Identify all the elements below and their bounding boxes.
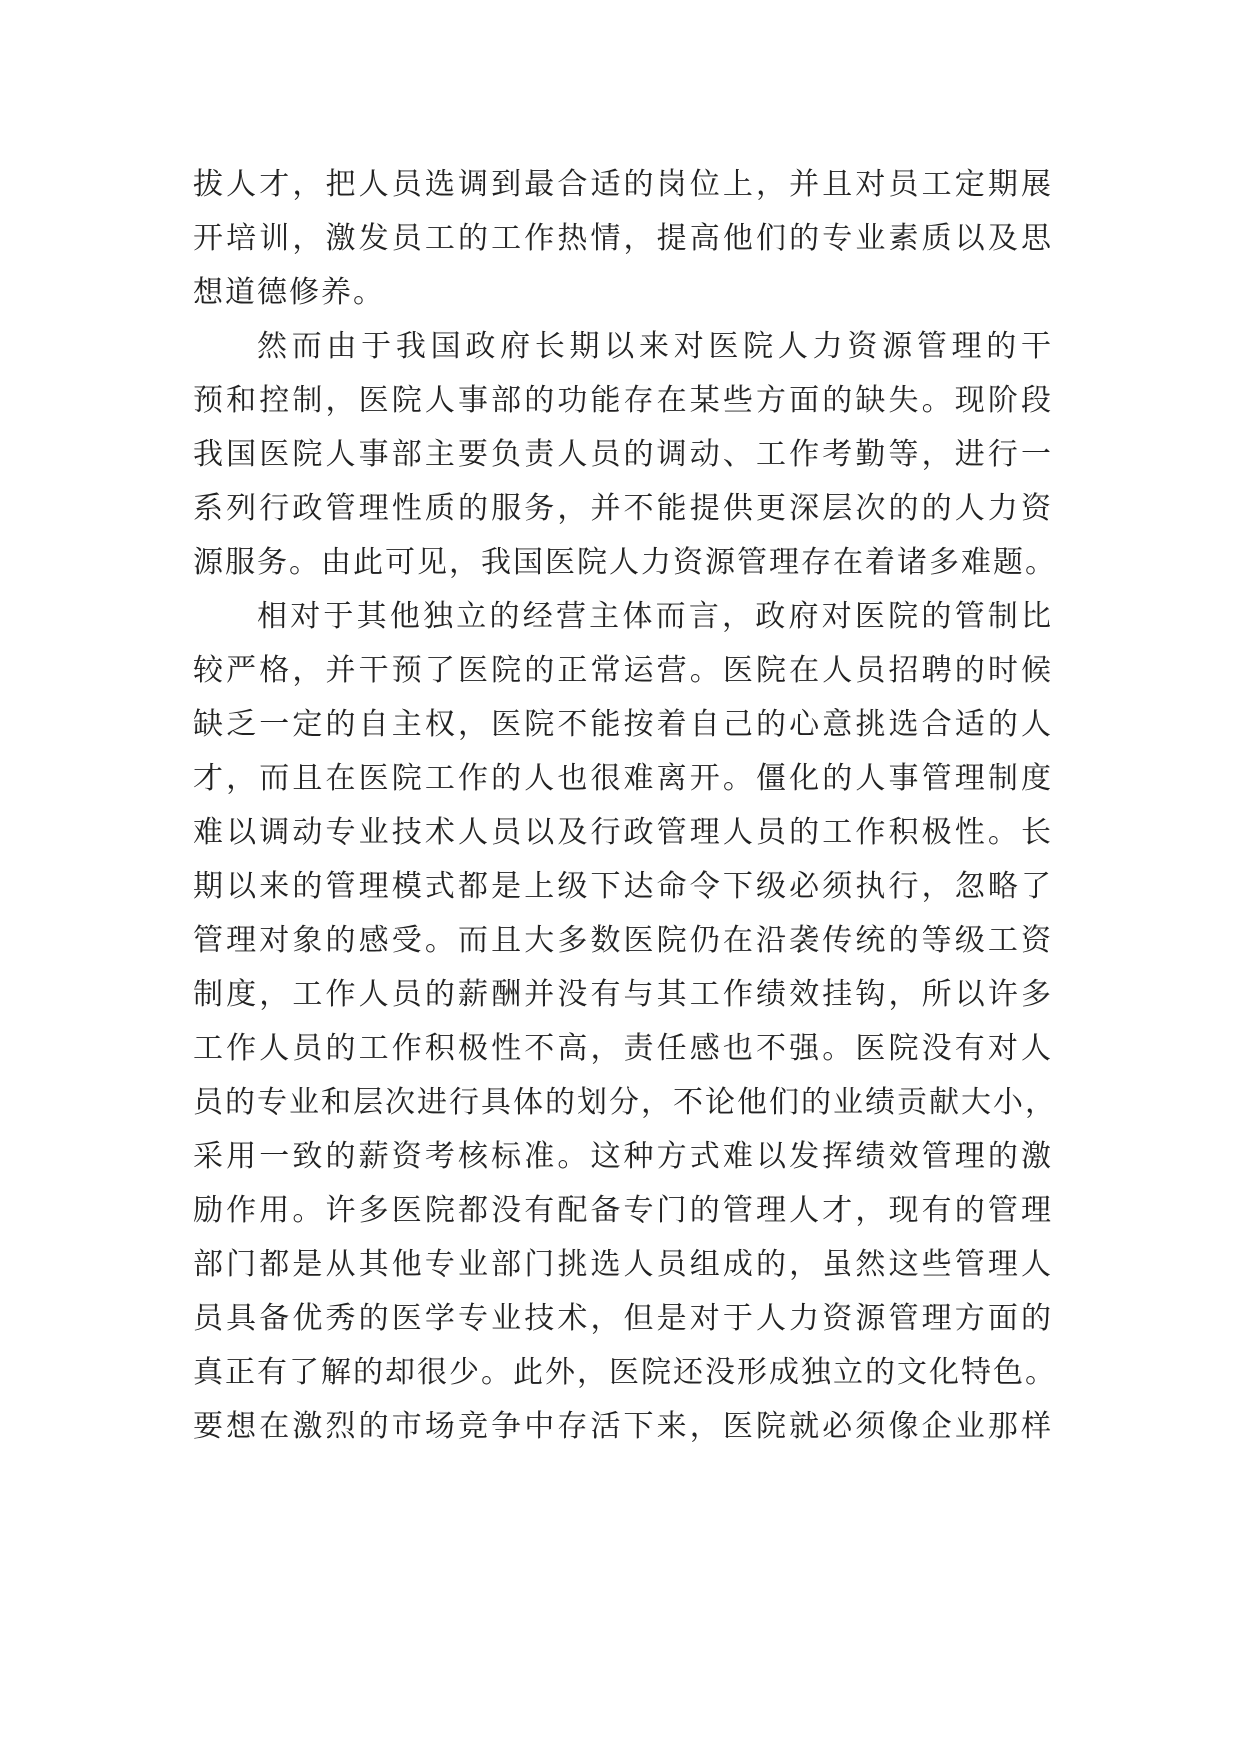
text-line: 励作用。许多医院都没有配备专门的管理人才，现有的管理 (193, 1193, 1053, 1228)
paragraph-1 (193, 158, 1053, 320)
text-line: 源服务。由此可见，我国医院人力资源管理存在着诸多难题。 (193, 545, 1057, 580)
paragraph-2 (193, 320, 1057, 590)
text-line: 才，而且在医院工作的人也很难离开。僵化的人事管理制度 (193, 761, 1053, 796)
text-line: 要想在激烈的市场竞争中存活下来，医院就必须像企业那样 (193, 1409, 1053, 1444)
text-line: 开培训，激发员工的工作热情，提高他们的专业素质以及思 (193, 221, 1053, 256)
body-text (193, 158, 1057, 1454)
text-line: 难以调动专业技术人员以及行政管理人员的工作积极性。长 (193, 815, 1053, 850)
text-line: 预和控制，医院人事部的功能存在某些方面的缺失。现阶段 (193, 383, 1053, 418)
text-line: 期以来的管理模式都是上级下达命令下级必须执行，忽略了 (193, 869, 1053, 904)
paragraph-3 (193, 590, 1057, 1454)
text-line: 拔人才，把人员选调到最合适的岗位上，并且对员工定期展 (193, 167, 1053, 202)
text-line: 制度，工作人员的薪酬并没有与其工作绩效挂钩，所以许多 (193, 977, 1053, 1012)
text-line: 相对于其他独立的经营主体而言，政府对医院的管制比 (257, 599, 1053, 634)
text-line: 部门都是从其他专业部门挑选人员组成的，虽然这些管理人 (193, 1247, 1053, 1282)
text-line: 系列行政管理性质的服务，并不能提供更深层次的的人力资 (193, 491, 1053, 526)
text-line: 真正有了解的却很少。此外，医院还没形成独立的文化特色。 (193, 1355, 1057, 1390)
text-line: 工作人员的工作积极性不高，责任感也不强。医院没有对人 (193, 1031, 1053, 1066)
text-line: 我国医院人事部主要负责人员的调动、工作考勤等，进行一 (193, 437, 1053, 472)
text-line: 员的专业和层次进行具体的划分，不论他们的业绩贡献大小， (193, 1085, 1057, 1120)
text-line: 缺乏一定的自主权，医院不能按着自己的心意挑选合适的人 (193, 707, 1053, 742)
text-line: 想道德修养。 (193, 275, 385, 310)
text-line: 采用一致的薪资考核标准。这种方式难以发挥绩效管理的激 (193, 1139, 1053, 1174)
text-line: 管理对象的感受。而且大多数医院仍在沿袭传统的等级工资 (193, 923, 1053, 958)
text-line: 较严格，并干预了医院的正常运营。医院在人员招聘的时候 (193, 653, 1053, 688)
text-line: 然而由于我国政府长期以来对医院人力资源管理的干 (257, 329, 1053, 364)
text-line: 员具备优秀的医学专业技术，但是对于人力资源管理方面的 (193, 1301, 1053, 1336)
